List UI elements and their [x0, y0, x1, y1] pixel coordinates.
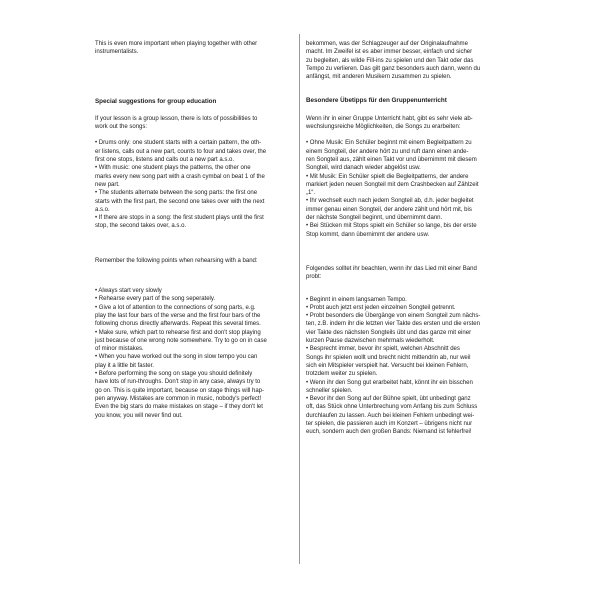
- english-band-intro: Remember the following points when rehearsing with a band:: [95, 257, 258, 264]
- list-item: • With music: one student plays the patterns, the other one marks every new song part with a crash cymbal on beat 1 of the new part.: [95, 165, 265, 188]
- list-item: • Probt auch jetzt erst jeden einzelnen Songteil getrennt.: [306, 304, 456, 311]
- column-divider: [299, 34, 300, 564]
- english-group-list: [95, 139, 293, 230]
- german-band-list: [306, 296, 518, 437]
- list-item: • If there are stops in a song: the first student plays until the first stop, the second takes over, a.s.o.: [95, 215, 264, 230]
- list-item: • Wenn ihr den Song gut erarbeitet habt, könnt ihr ein bisschen schneller spielen.: [306, 379, 473, 394]
- list-item: • Always start very slowly: [95, 288, 162, 295]
- list-item: • Ohne Musik: Ein Schüler beginnt mit einem Begleitpattern zu einem Songteil, der andere hört zu und ruft dann einen ande- ren Songteil aus, zählt einen Takt vor und übernimmt mit diesem Songteil, wird danach wieder abgelöst usw.: [306, 140, 477, 172]
- list-item: • Mit Musik: Ein Schüler spielt die Begleitpatterns, der andere markiert jeden neuen Songteil mit dem Crashbecken auf Zählzeit „1“.: [306, 173, 479, 197]
- german-section-heading: Besondere Übetipps für den Gruppenunterricht: [306, 97, 447, 105]
- english-band-list: [95, 287, 293, 420]
- german-band-intro: Folgendes solltet ihr beachten, wenn ihr das Lied mit einer Band probt:: [306, 265, 477, 281]
- list-item: • The students alternate between the song parts: the first one starts with the first part, the second one takes over with the next a.s.o.: [95, 190, 265, 213]
- list-item: • Before performing the song on stage you should definitely have lots of run-throughs. Don't stop in any case, always try to go on. This is quite important, because on stage things will hap- pen anyway. Mistakes are common in music, nobody's perfect! Even the big stars do make mistakes on stage – if they don't let you know, you will never find out.: [95, 371, 265, 419]
- english-group-intro: If your lesson is a group lesson, there is lots of possibilities to work out the songs:: [95, 115, 258, 131]
- german-group-intro: Wenn ihr in einer Gruppe Unterricht habt, gibt es sehr viele ab- wechslungsreiche Möglichkeiten, die Songs zu erarbeiten:: [306, 115, 473, 131]
- english-column: [95, 40, 293, 420]
- list-item: • Drums only: one student starts with a certain pattern, the oth- er listens, calls out a new part, counts to four and takes over, the first one stops, listens and calls out a new part a.s.o.: [95, 140, 267, 164]
- english-section-heading: Special suggestions for group education: [95, 97, 217, 105]
- list-item: • Rehearse every part of the song seperately.: [95, 296, 216, 303]
- list-item: • Give a lot of attention to the connections of song parts, e.g. play the last four bars of the verse and the first four bars of the following chorus directly afterwards. Repeat this several times.: [95, 304, 261, 328]
- list-item: • When you have worked out the song in slow tempo you can play it a little bit faster.: [95, 354, 258, 369]
- list-item: • Bevor ihr den Song auf der Bühne spielt, übt unbedingt ganz oft, das Stück ohne Unterbrechung vom Anfang bis zum Schluss durchlaufen zu lassen. Auch bei kleinen Fehlern unbedingt wei- ter spielen, die passieren auch im Konzert – übrigens nicht nur euch, sondern auch den großen Bands: Niemand ist fehlerfrei!: [306, 396, 478, 436]
- list-item: • Make sure, which part to rehearse first and don't stop playing just because of one wrong note somewhere. Try to go on in case of minor mistakes.: [95, 329, 267, 353]
- list-item: • Bei Stücken mit Stops spielt ein Schüler so lange, bis der erste Stop kommt, dann übernimmt der andere usw.: [306, 223, 477, 238]
- list-item: • Beginnt in einem langsamen Tempo.: [306, 296, 407, 303]
- german-group-list: [306, 139, 518, 239]
- german-column: [306, 40, 518, 437]
- list-item: • Probt besonders die Übergänge von einem Songteil zum nächs- ten, z.B. indem ihr die letzten vier Takte des ersten und die ersten vier Takte des nächsten Songteils übt und das ganze mit einer kurzen Pause dazwischen mehrmals wiederholt.: [306, 313, 481, 345]
- english-intro-text: This is even more important when playing together with other instrumentalists.: [95, 41, 258, 56]
- list-item: • Ihr wechselt euch nach jedem Songteil ab, d.h. jeder begleitet immer genau einen Songteil, der andere zählt und hört mit, bis der nächste Songteil beginnt, und übernimmt dann.: [306, 198, 474, 222]
- german-intro-text: bekommen, was der Schlagzeuger auf der Originalaufnahme macht. Im Zweifel ist es aber immer besser, einfach und sicher zu begleiten, als wilde Fill-ins zu spielen und den Takt oder das Tempo zu verlieren. Das gilt ganz besonders auch dann, wenn du anfängst, mit anderen Musikern zusammen zu spielen.: [306, 41, 481, 81]
- list-item: • Besprecht immer, bevor ihr spielt, welchen Abschnitt des Songs ihr spielen wollt und brecht nicht mittendrin ab, nur weil sich ein Mitspieler verspielt hat. Versucht bei kleinen Fehlern, trotzdem weiter zu spielen.: [306, 346, 471, 378]
